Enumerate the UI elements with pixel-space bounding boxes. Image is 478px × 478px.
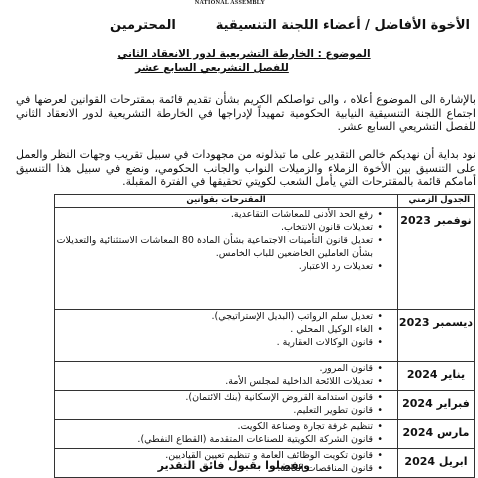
list-item: • قانون الوكالات العقارية . <box>55 336 383 349</box>
row-date: مارس 2024 <box>402 426 470 439</box>
subject-line-2: للفصل التشريعي السابع عشر <box>135 62 289 74</box>
list-item: • تعديل قانون التأمينات الاجتماعية بشأن المادة 80 المعاشات الاستثنائية والتعديلات بشأن العاملين الخاضعين للباب الخامس. <box>55 234 383 260</box>
list-item: • تعديلات قانون الانتخاب. <box>55 221 383 234</box>
letter-header <box>110 14 470 36</box>
greeting-line: الأخوة الأفاضل / أعضاء اللجنة التنسيقية <box>215 17 470 33</box>
row-date-cell <box>398 391 475 420</box>
subject-block <box>110 47 378 75</box>
header-timeline: الجدول الزمني <box>398 195 475 208</box>
intro-paragraph: بالإشارة الى الموضوع أعلاه ، والى تواصلكم الكريم بشأن تقديم قائمة بمقترحات القوانين لعرضها في اجتماع اللجنة التنسيقية النيابية الحكومية تمهيداً لإدراجها في الخارطة التشريعية لدور الانعقاد الثاني للفصل التشريعي السابع عشر. <box>16 93 476 133</box>
row-date-cell <box>398 362 475 391</box>
row-date-cell <box>398 310 475 362</box>
appreciation-paragraph: نود بداية أن نهديكم خالص التقدير على ما تبذلونه من مجهودات في سبيل تقريب وجهات النظر والعمل على التنسيق بين الأخوة الزملاء والزميلات النواب والجانب الحكومي، ونضع في سبيل هذا التنسيق أمامكم قائمة بالمقترحات التي يأمل الشعب لكويتي تحقيقها في الفترة المقبلة. <box>16 148 476 188</box>
list-item: • تنظيم غرفة تجارة وصناعة الكويت. <box>55 420 383 433</box>
table-row <box>55 391 475 420</box>
list-item: • الغاء الوكيل المحلي . <box>55 323 383 336</box>
proposal-list <box>55 208 397 275</box>
list-item: • قانون الشركة الكويتية للصناعات المتقدمة (القطاع النفطي). <box>55 433 383 446</box>
table-row <box>55 362 475 391</box>
row-date: فبراير 2024 <box>402 397 470 410</box>
subject-line-1: الموضوع : الخارطة التشريعية لدور الانعقاد الثاني <box>117 48 371 60</box>
row-items-cell <box>55 420 398 449</box>
proposal-list <box>55 310 397 351</box>
row-date-cell <box>398 420 475 449</box>
proposal-list <box>55 420 397 448</box>
proposals-table <box>54 194 475 478</box>
list-item: • رفع الحد الأدنى للمعاشات التقاعدية. <box>55 208 383 221</box>
proposal-list <box>55 362 397 390</box>
table-row <box>55 310 475 362</box>
proposal-list <box>55 391 397 419</box>
table-row <box>55 420 475 449</box>
row-items-cell <box>55 208 398 310</box>
row-date: يناير 2024 <box>406 368 466 381</box>
honorific: المحترمين <box>110 17 176 33</box>
row-items-cell <box>55 391 398 420</box>
list-item: • قانون استدامة القروض الإسكانية (بنك الائتمان). <box>55 391 383 404</box>
table-header-row <box>55 195 475 208</box>
assembly-label: NATIONAL ASSEMBLY <box>194 0 266 6</box>
row-date-cell <box>398 449 475 478</box>
table-row <box>55 208 475 310</box>
list-item: • تعديل سلم الرواتب (البديل الإستراتيجي). <box>55 310 383 323</box>
row-items-cell <box>55 362 398 391</box>
row-date: ابريل 2024 <box>404 455 468 468</box>
row-date: نوفمبر 2023 <box>400 214 472 227</box>
row-date: ديسمبر 2023 <box>398 316 474 329</box>
list-item: • قانون تكويت الوظائف العامة و تنظيم تعيين القياديين. <box>55 449 383 462</box>
header-proposals: المقترحات بقوانين <box>55 195 398 208</box>
list-item: • قانون المرور. <box>55 362 383 375</box>
list-item: • تعديلات اللائحة الداخلية لمجلس الأمة. <box>55 375 383 388</box>
row-items-cell <box>55 310 398 362</box>
list-item: • قانون المناقصات العامة. <box>55 462 383 475</box>
list-item: • قانون تطوير التعليم. <box>55 404 383 417</box>
row-date-cell <box>398 208 475 310</box>
list-item: • تعديلات رد الاعتبار. <box>55 260 383 273</box>
closing-line: وتفضلوا بقبول فائق التقدير <box>157 459 310 472</box>
